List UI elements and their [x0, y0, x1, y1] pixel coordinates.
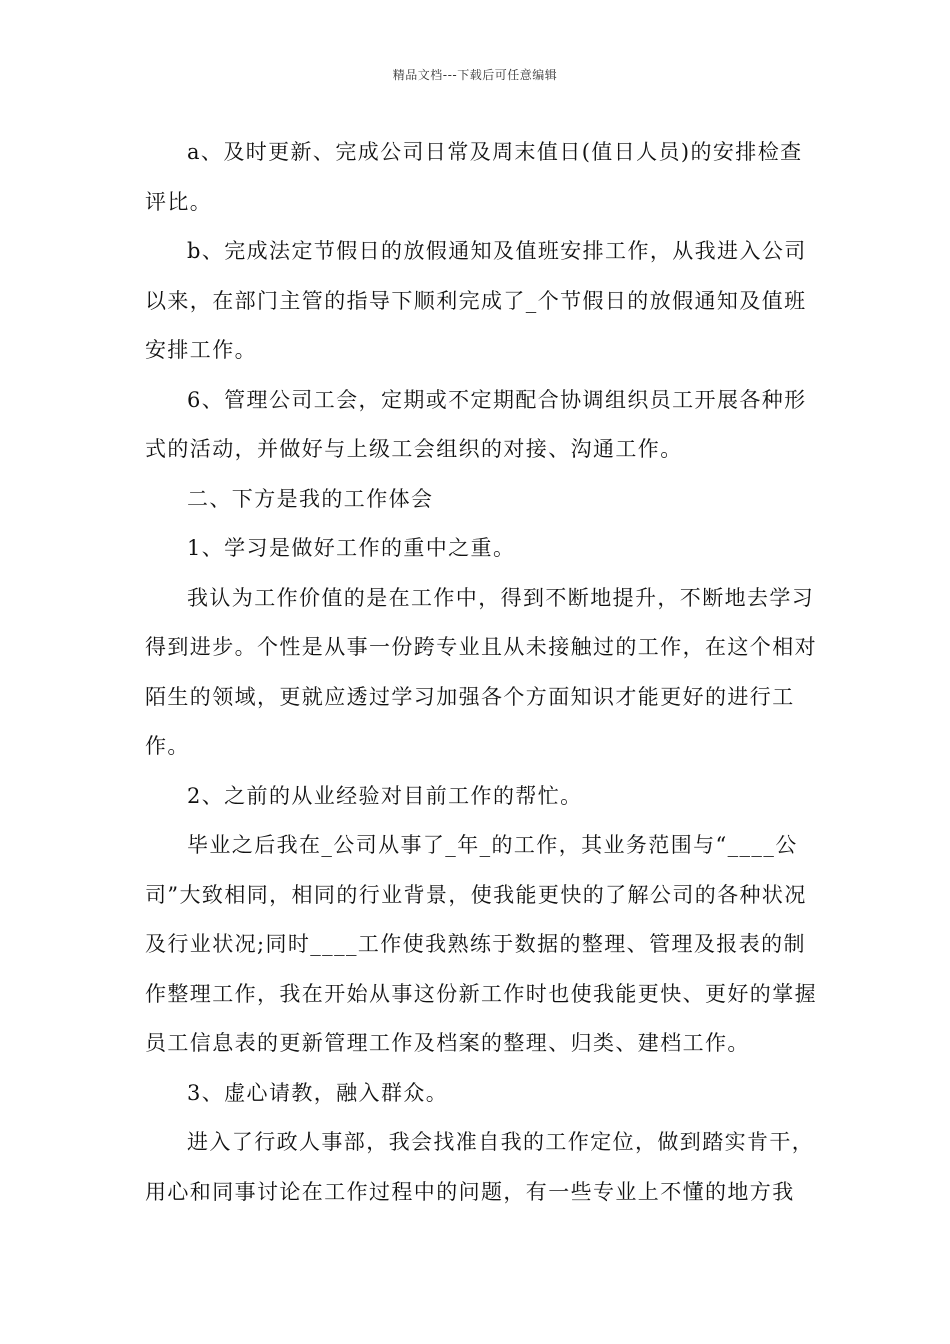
document-body	[145, 128, 820, 1217]
subheading: 2、之前的从业经验对目前工作的帮忙。	[187, 783, 583, 808]
paragraph: 毕业之后我在_公司从事了_年_的工作，其业务范围与“____公司”大致相同，相同的行业背景，使我能更快的了解公司的各种状况及行业状况;同时____工作使我熟练于数据的整理、管理及报表的制作整理工作，我在开始从事这份新工作时也使我能更快、更好的掌握员工信息表的更新管理工作及档案的整理、归类、建档工作。	[145, 833, 817, 1055]
subheading: 3、虚心请教，融入群众。	[187, 1080, 449, 1105]
page-header: 精品文档---下载后可任意编辑	[392, 68, 558, 82]
paragraph: 进入了行政人事部，我会找准自我的工作定位，做到踏实肯干，用心和同事讨论在工作过程中的问题，有一些专业上不懂的地方我	[145, 1130, 815, 1204]
paragraph: b、完成法定节假日的放假通知及值班安排工作，从我进入公司以来，在部门主管的指导下顺利完成了_个节假日的放假通知及值班安排工作。	[145, 239, 807, 362]
paragraph: 6、管理公司工会，定期或不定期配合协调组织员工开展各种形式的活动，并做好与上级工会组织的对接、沟通工作。	[145, 387, 807, 461]
paragraph: a、及时更新、完成公司日常及周末值日(值日人员)的安排检查评比。	[145, 140, 803, 214]
paragraph: 我认为工作价值的是在工作中，得到不断地提升，不断地去学习得到进步。个性是从事一份跨专业且从未接触过的工作，在这个相对陌生的领域，更就应透过学习加强各个方面知识才能更好的进行工作。	[145, 585, 817, 758]
subheading: 1、学习是做好工作的重中之重。	[187, 536, 516, 560]
section-heading: 二、下方是我的工作体会	[187, 486, 434, 511]
